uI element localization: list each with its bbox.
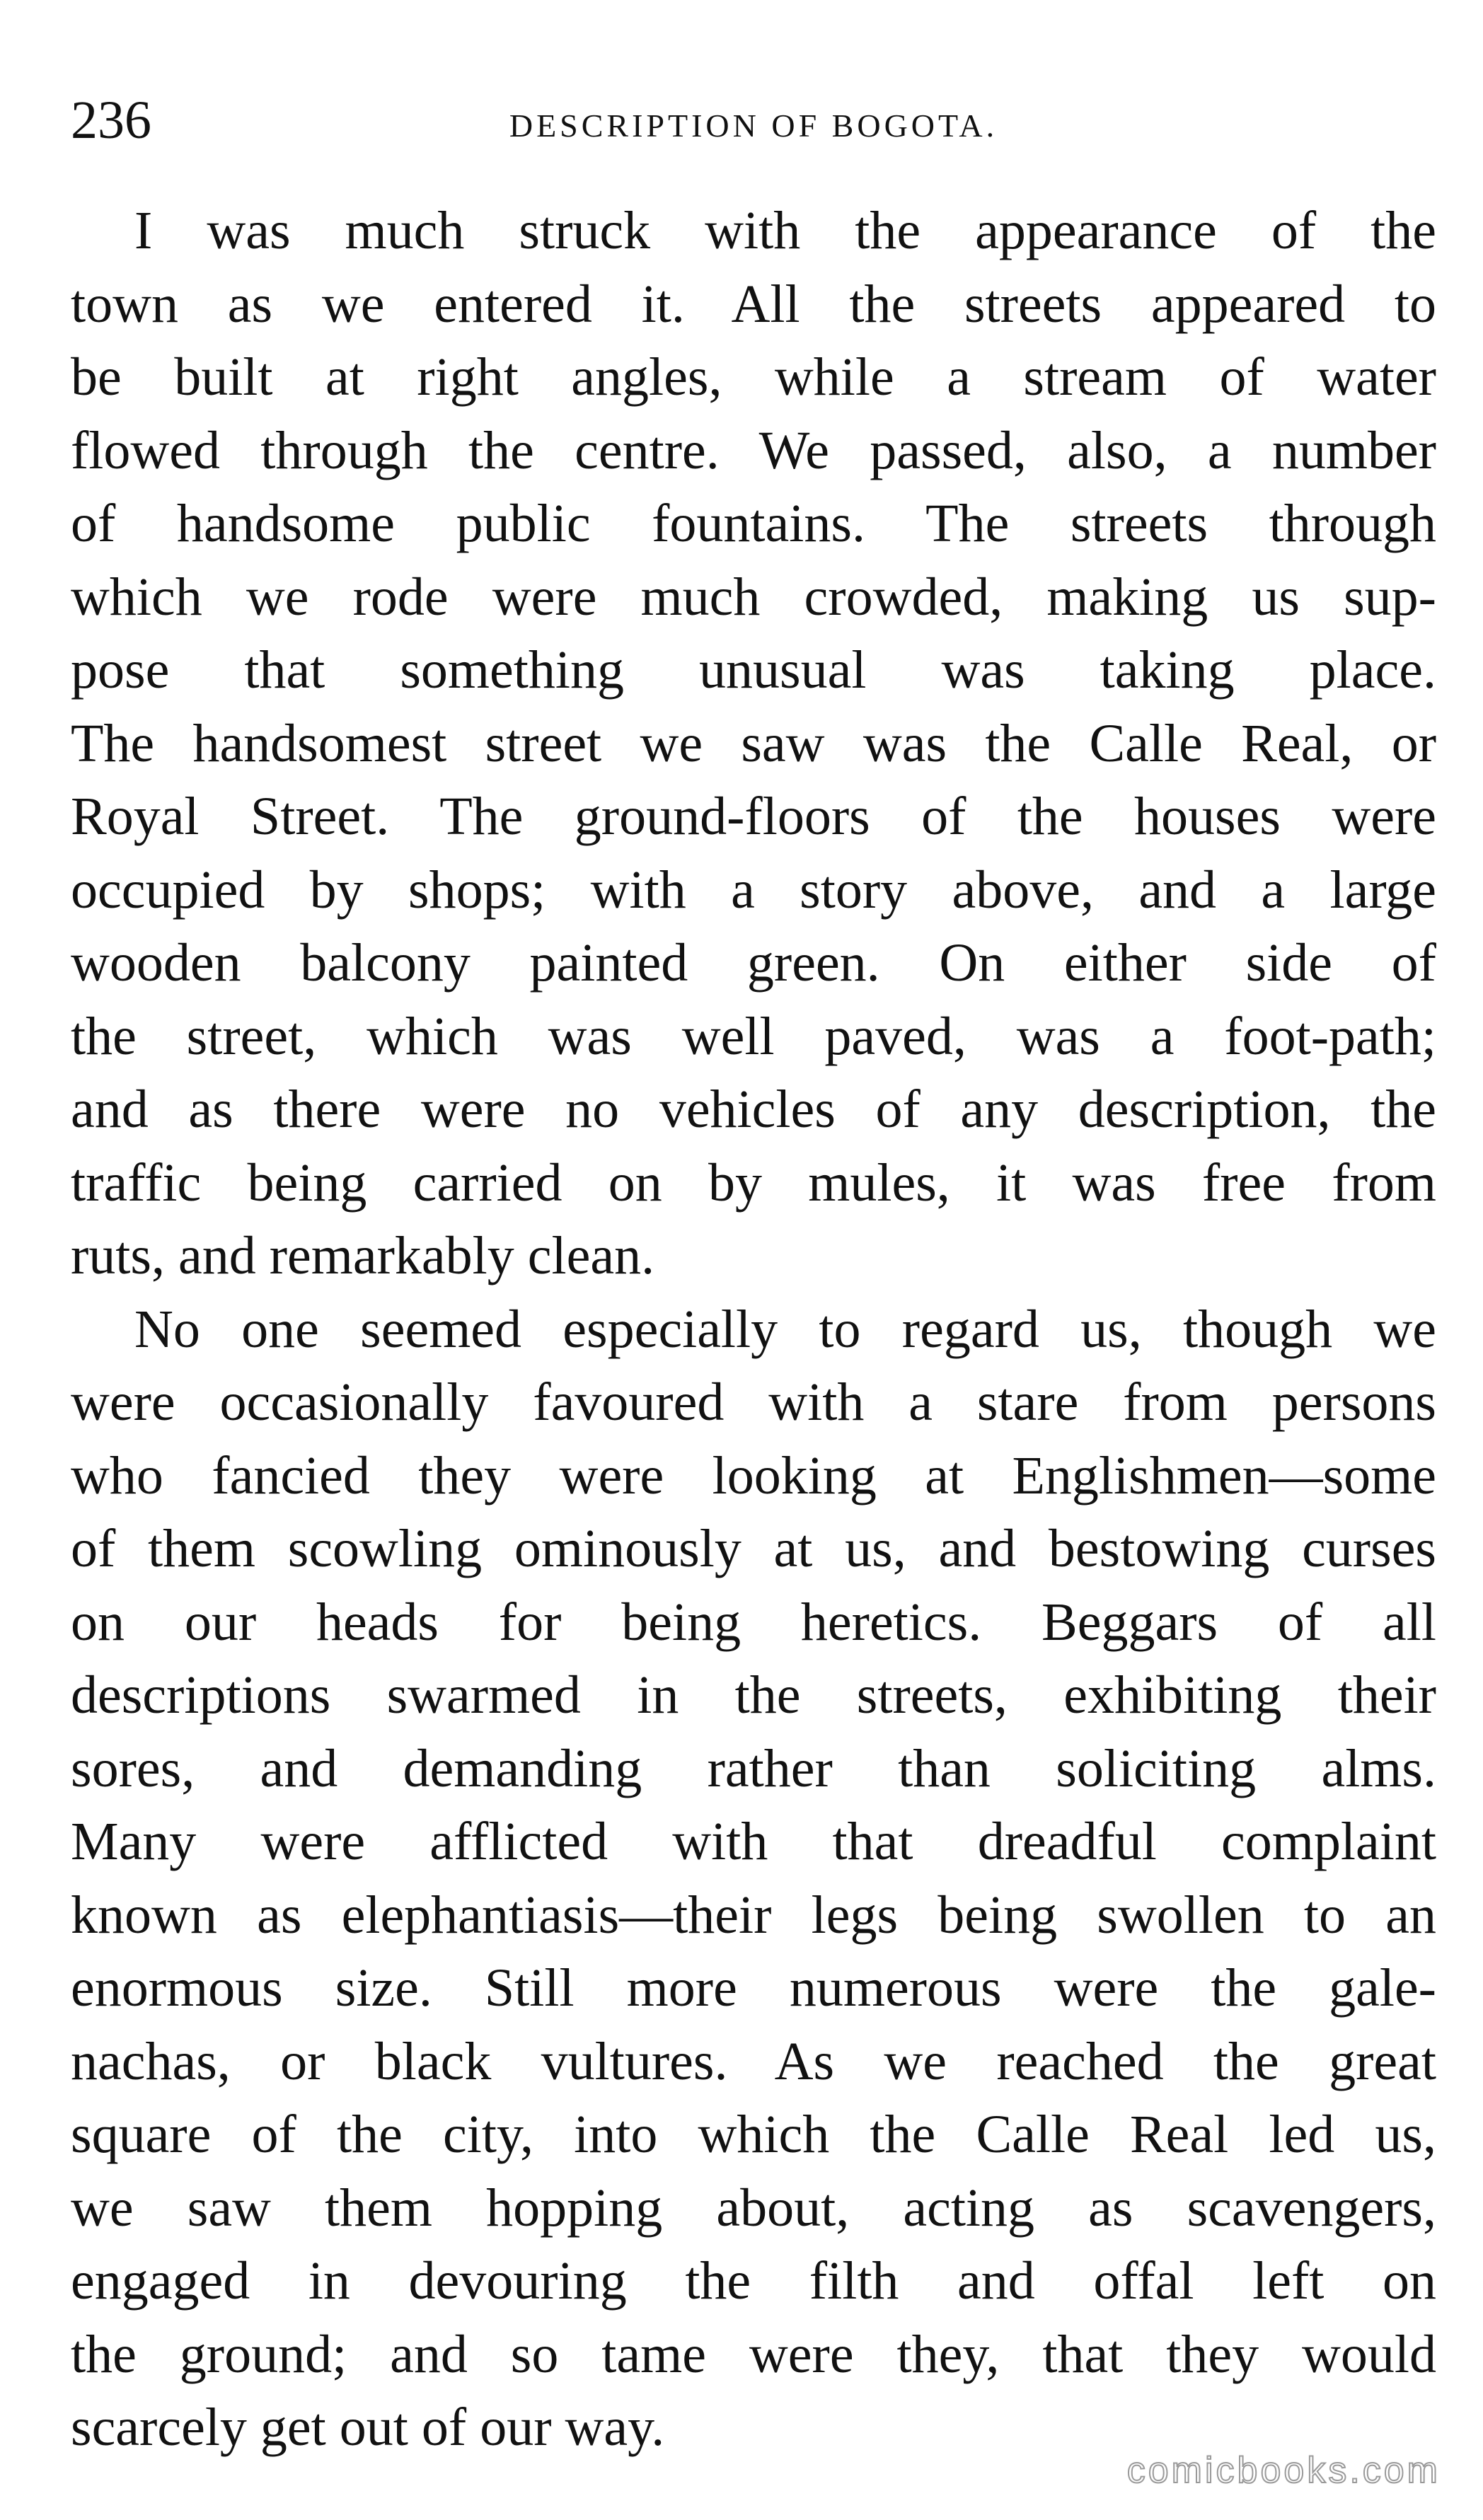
text-line: wooden balcony painted green. On either side of (71, 933, 1436, 993)
paragraph-2 (71, 1293, 1436, 2465)
text-line: scarcely get out of our way. (71, 2398, 665, 2457)
text-line: ruts, and remarkably clean. (71, 1226, 655, 1285)
text-line: the street, which was well paved, was a foot-path; (71, 1006, 1436, 1066)
text-line: pose that something unusual was taking place. (71, 640, 1436, 700)
text-line: Many were afflicted with that dreadful complaint (71, 1812, 1436, 1871)
running-head (71, 85, 1436, 156)
text-line: of them scowling ominously at us, and bestowing curses (71, 1519, 1436, 1578)
text-line: town as we entered it. All the streets appeared to (71, 274, 1436, 334)
text-line: who fancied they were looking at Englishmen—some (71, 1445, 1436, 1505)
text-line: I was much struck with the appearance of the (134, 201, 1436, 260)
text-line: known as elephantiasis—their legs being swollen to an (71, 1885, 1436, 1945)
watermark: comicbooks.com (1126, 2450, 1441, 2491)
text-line: and as there were no vehicles of any description, the (71, 1080, 1436, 1139)
text-line: the ground; and so tame were they, that they would (71, 2324, 1436, 2384)
body-text (71, 195, 1436, 2465)
text-line: flowed through the centre. We passed, also, a number (71, 420, 1436, 480)
text-line: nachas, or black vultures. As we reached the great (71, 2031, 1436, 2091)
text-line: we saw them hopping about, acting as scavengers, (71, 2178, 1436, 2238)
text-line: enormous size. Still more numerous were the gale- (71, 1958, 1436, 2018)
text-line: were occasionally favoured with a stare from persons (71, 1372, 1436, 1432)
text-line: sores, and demanding rather than soliciting alms. (71, 1738, 1436, 1798)
text-line: The handsomest street we saw was the Calle Real, or (71, 713, 1436, 773)
text-line: on our heads for being heretics. Beggars of all (71, 1592, 1436, 1652)
text-line: square of the city, into which the Calle Real led us, (71, 2105, 1436, 2164)
text-line: occupied by shops; with a story above, and a large (71, 860, 1436, 920)
text-line: engaged in devouring the filth and offal left on (71, 2251, 1436, 2311)
text-line: of handsome public fountains. The streets through (71, 494, 1436, 553)
page-header: DESCRIPTION OF BOGOTA. (509, 108, 998, 144)
text-line: descriptions swarmed in the streets, exhibiting their (71, 1665, 1436, 1725)
text-line: be built at right angles, while a stream of water (71, 347, 1436, 407)
text-line: traffic being carried on by mules, it was free from (71, 1152, 1436, 1213)
text-line: which we rode were much crowded, making us sup- (71, 567, 1436, 627)
text-line: No one seemed especially to regard us, though we (134, 1299, 1436, 1359)
text-line: Royal Street. The ground-floors of the houses were (71, 787, 1436, 846)
page-number: 236 (71, 91, 151, 150)
paragraph-1 (71, 195, 1436, 1293)
